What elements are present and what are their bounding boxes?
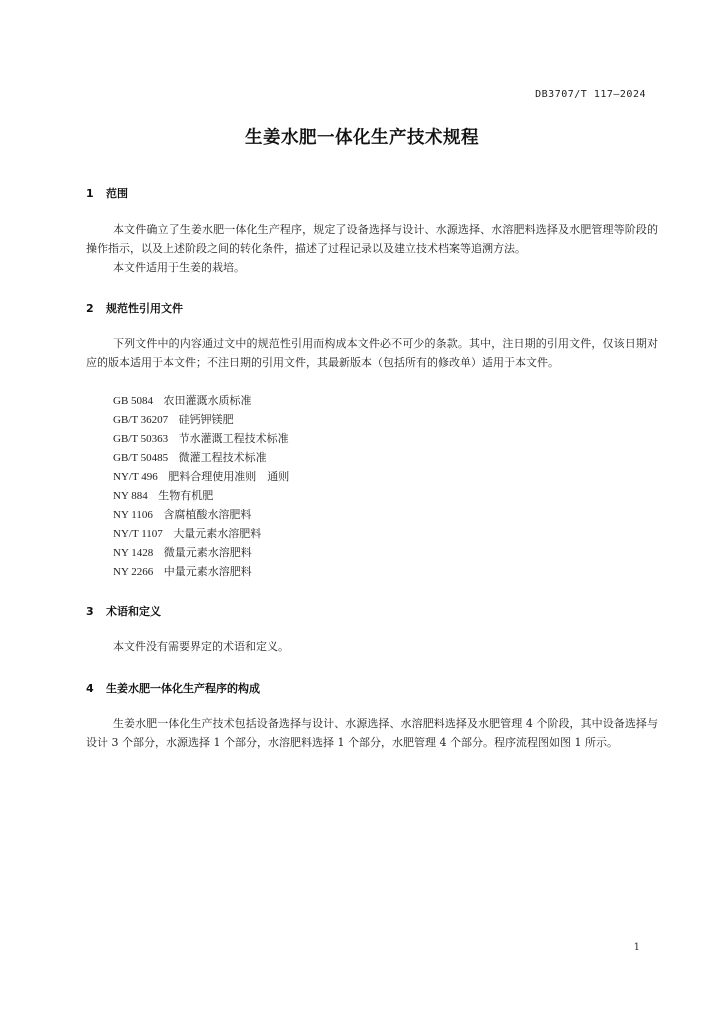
section-number: 2 xyxy=(86,302,94,315)
reference-item: GB/T 50485 微灌工程技术标准 xyxy=(113,451,267,464)
header-rule xyxy=(85,105,646,106)
section-title: 生姜水肥一体化生产程序的构成 xyxy=(106,682,260,695)
section-3-paragraph-1: 本文件没有需要界定的术语和定义。 xyxy=(113,640,289,653)
section-number: 3 xyxy=(86,605,94,618)
section-4-heading xyxy=(86,680,260,696)
reference-item: GB 5084 农田灌溉水质标准 xyxy=(113,394,252,407)
section-title: 规范性引用文件 xyxy=(106,302,183,315)
reference-item: NY/T 1107 大量元素水溶肥料 xyxy=(113,527,262,540)
reference-item: NY 1428 微量元素水溶肥料 xyxy=(113,546,252,559)
reference-item: NY 884 生物有机肥 xyxy=(113,489,214,502)
reference-item: NY/T 496 肥料合理使用准则 通则 xyxy=(113,470,290,483)
section-number: 4 xyxy=(86,682,94,695)
page-title: 生姜水肥一体化生产技术规程 xyxy=(245,128,479,148)
section-1-paragraph-1: 本文件确立了生姜水肥一体化生产程序，规定了设备选择与设计、水源选择、水溶肥料选择及水肥管理等阶段的操作指示，以及上述阶段之间的转化条件，描述了过程记录以及建立技术档案等追溯方法。 xyxy=(86,223,658,255)
reference-item: NY 1106 含腐植酸水溶肥料 xyxy=(113,508,252,521)
reference-item: GB/T 50363 节水灌溉工程技术标准 xyxy=(113,432,289,445)
section-number: 1 xyxy=(86,187,94,200)
page-number: 1 xyxy=(633,942,640,953)
document-code: DB3707/T 117—2024 xyxy=(535,89,646,100)
section-4-paragraph-1: 生姜水肥一体化生产技术包括设备选择与设计、水源选择、水溶肥料选择及水肥管理 4 个阶段，其中设备选择与设计 3 个部分，水源选择 1 个部分，水溶肥料选择 1 个部分，水肥管理 4 个部分。程序流程图如图 1 所示。 xyxy=(86,717,658,749)
reference-item: GB/T 36207 硅钙钾镁肥 xyxy=(113,413,234,426)
section-3-heading xyxy=(86,603,161,619)
section-2-paragraph-1: 下列文件中的内容通过文中的规范性引用而构成本文件必不可少的条款。其中，注日期的引用文件，仅该日期对应的版本适用于本文件；不注日期的引用文件，其最新版本（包括所有的修改单）适用于本文件。 xyxy=(86,337,658,369)
section-title: 术语和定义 xyxy=(106,605,161,618)
section-2-heading xyxy=(86,300,183,316)
reference-item: NY 2266 中量元素水溶肥料 xyxy=(113,565,252,578)
section-1-paragraph-2: 本文件适用于生姜的栽培。 xyxy=(113,261,245,274)
section-1-heading xyxy=(86,185,128,201)
section-title: 范围 xyxy=(106,187,128,200)
